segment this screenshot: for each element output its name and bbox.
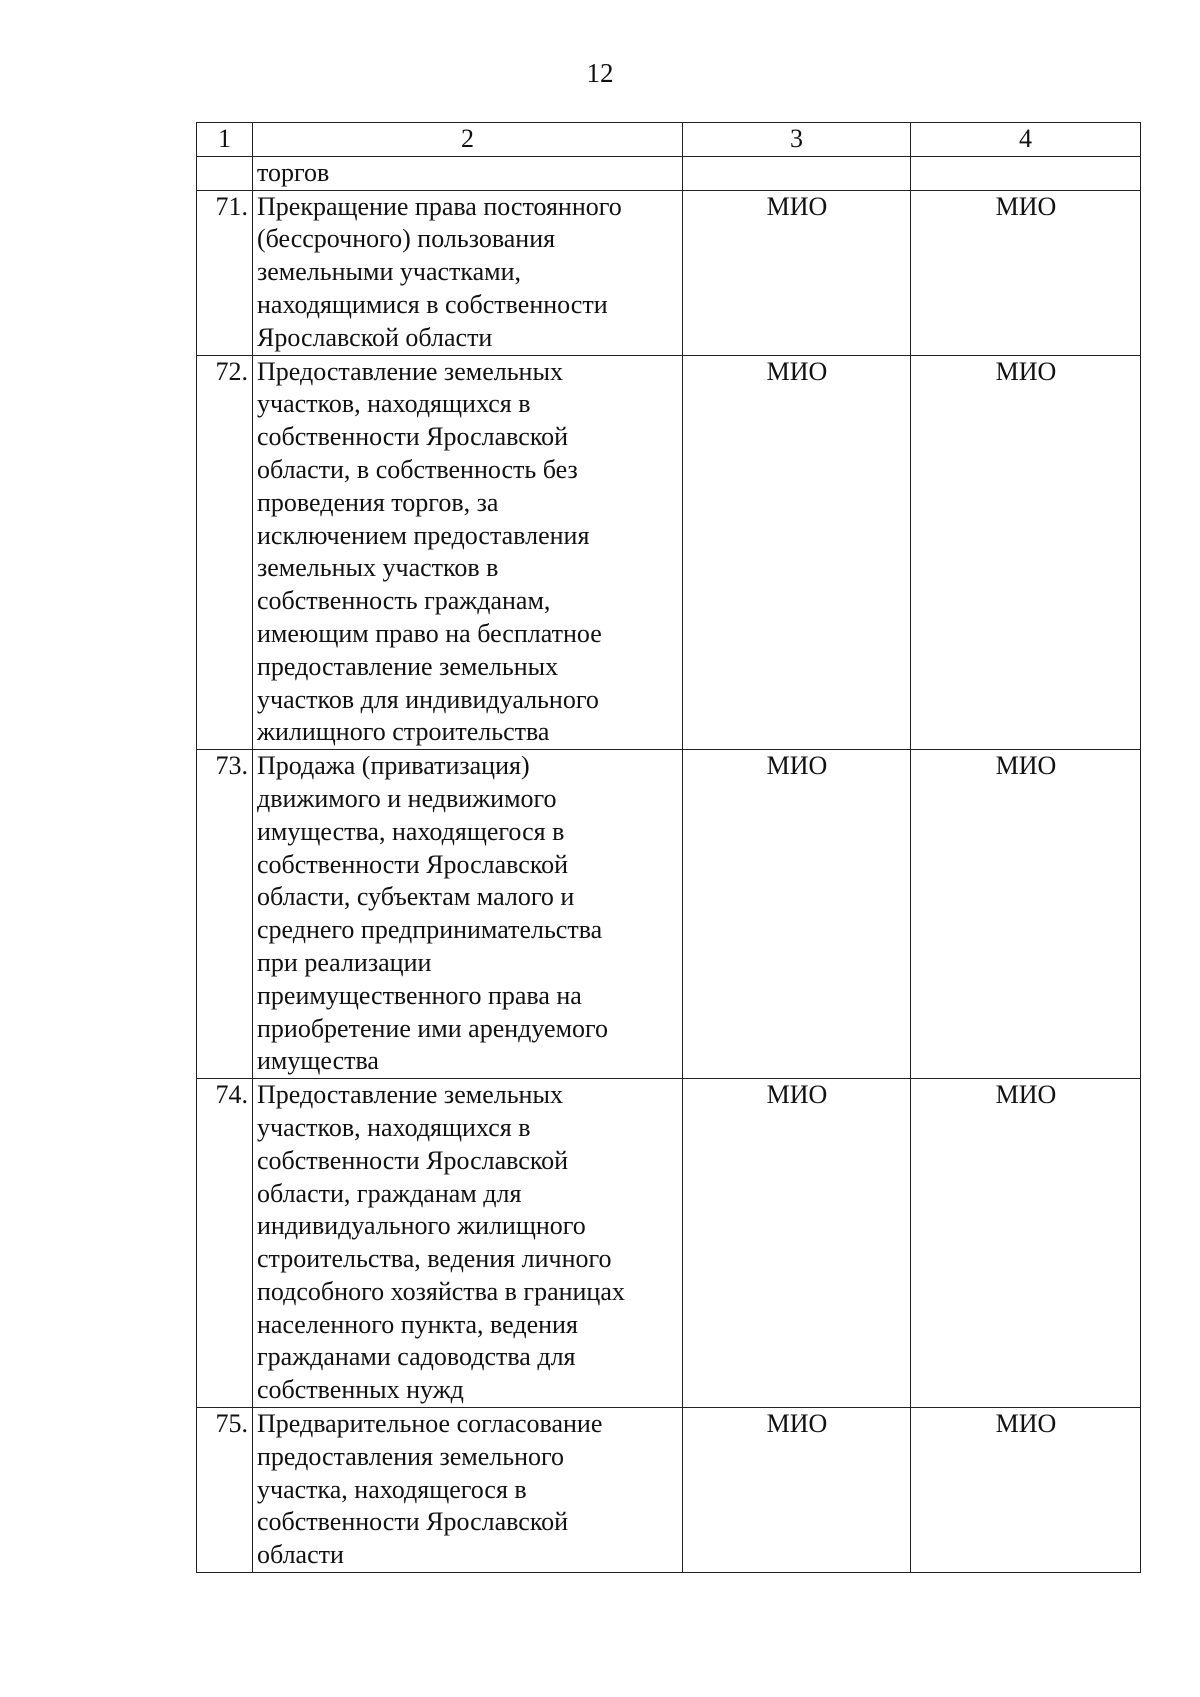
table-row (197, 1408, 1141, 1573)
header-cell-1: 1 (197, 123, 253, 157)
page-number: 12 (586, 58, 614, 88)
table-row (197, 1079, 1141, 1408)
row-description: Продажа (приватизация) движимого и недвижимого имущества, находящегося в собственности Ярославской области, субъектам малого и среднего предпринимательства при реализации преимущественного права на приобретение ими арендуемого имущества (253, 750, 683, 1079)
row-col3: МИО (683, 190, 911, 355)
row-number: 74. (197, 1079, 253, 1408)
row-description: Предварительное согласование предоставления земельного участка, находящегося в собственности Ярославской области (253, 1408, 683, 1573)
row-number: 75. (197, 1408, 253, 1573)
row-description: Предоставление земельных участков, находящихся в собственности Ярославской области, гражданам для индивидуального жилищного строительства, ведения личного подсобного хозяйства в границах населенного пункта, ведения гражданами садоводства для собственных нужд (253, 1079, 683, 1408)
table-row (197, 190, 1141, 355)
row-number (197, 156, 253, 190)
row-col4: МИО (911, 750, 1141, 1079)
header-cell-2: 2 (253, 123, 683, 157)
row-col4 (911, 156, 1141, 190)
row-col3: МИО (683, 1408, 911, 1573)
row-col3: МИО (683, 355, 911, 750)
row-col4: МИО (911, 1408, 1141, 1573)
row-description: Предоставление земельных участков, находящихся в собственности Ярославской области, в собственность без проведения торгов, за исключением предоставления земельных участков в собственность гражданам, имеющим право на бесплатное предоставление земельных участков для индивидуального жилищного строительства (253, 355, 683, 750)
row-col3: МИО (683, 1079, 911, 1408)
row-number: 72. (197, 355, 253, 750)
services-table (196, 122, 1141, 1573)
row-number: 73. (197, 750, 253, 1079)
row-col4: МИО (911, 190, 1141, 355)
row-col3 (683, 156, 911, 190)
row-col4: МИО (911, 1079, 1141, 1408)
row-col4: МИО (911, 355, 1141, 750)
table-header-row (197, 123, 1141, 157)
row-col3: МИО (683, 750, 911, 1079)
header-cell-3: 3 (683, 123, 911, 157)
table-row (197, 750, 1141, 1079)
table-row-continuation (197, 156, 1141, 190)
header-cell-4: 4 (911, 123, 1141, 157)
table-row (197, 355, 1141, 750)
row-number: 71. (197, 190, 253, 355)
row-description: Прекращение права постоянного (бессрочного) пользования земельными участками, находящимися в собственности Ярославской области (253, 190, 683, 355)
row-description: торгов (253, 156, 683, 190)
